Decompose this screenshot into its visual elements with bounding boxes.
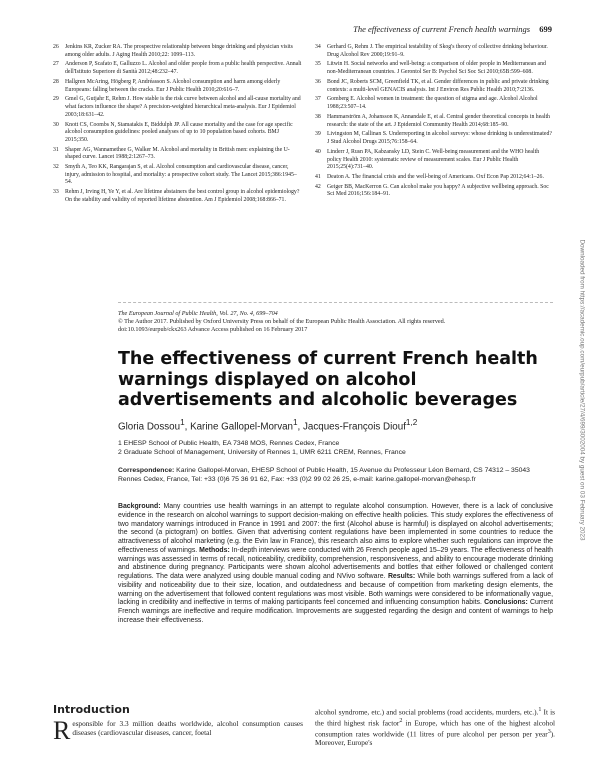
introduction-left-column [53, 716, 303, 745]
citation-marker: 3 [547, 728, 551, 735]
reference-number: 36 [315, 78, 321, 85]
reference-number: 32 [53, 164, 59, 171]
reference-text: Gomberg E. Alcohol women in treatment: the question of stigma and age. Alcohol Alcohol 1988;23:507–14. [327, 96, 538, 111]
introduction-right-column [315, 706, 555, 748]
introduction-text: alcohol syndrome, etc.) and social problems (road accidents, murders, etc.). [315, 707, 539, 717]
reference-item [53, 189, 303, 204]
introduction-text: in Europe, which has one of the highest alcohol consumption rates worldwide (11 litres of pure alcohol per person per year [315, 718, 556, 739]
section-heading-introduction: Introduction [53, 703, 130, 716]
reference-text: Anderson P, Scafato E, Galluzzo L. Alcohol and older people from a public health perspective. Annali dell'Istituto Superiore di Sanità 2012;48:232–47. [65, 61, 302, 76]
reference-text: Gerhard G, Rehm J. The empirical testability of Skog's theory of collective drinking behaviour. Drug Alcohol Rev 2000;19:91–9. [327, 44, 548, 58]
running-header [0, 24, 600, 36]
author-affil-marker: 1,2 [405, 418, 418, 427]
abstract-results: While both warnings suffered from a lack of visibility and noticeability due to their size, location, and outdatedness and because of competition from marketing design elements, the warning on the advertisement that followed content regulations was most visible. Both warnings were considered to be informationally vague, lacking in credibility and ineffective in terms of making participants feel concerned and influencing consumption habits. [118, 573, 553, 607]
reference-number: 37 [315, 96, 321, 103]
reference-text: Smyth A, Teo KK, Rangarajan S, et al. Alcohol consumption and cardiovascular disease, cancer, injury, admission to hospital, and mortality: a prospective cohort study. The Lancet 2015;386:1945–54. [65, 164, 297, 186]
reference-item [53, 122, 303, 145]
reference-item [53, 79, 303, 94]
reference-item [315, 149, 553, 172]
abstract [118, 503, 553, 626]
reference-text: Knott CS, Coombs N, Stamatakis E, Biddulph JP. All cause mortality and the case for age specific alcohol consumption guidelines: pooled analyses of up to 10 population based cohorts. BMJ 2015;350. [65, 121, 293, 143]
page-number: 699 [539, 24, 552, 34]
author-list: Gloria Dossou$^1$, Karine Gallopel-Morvan$^1$, Jacques-François Diouf$^{1,2}$ [118, 418, 418, 433]
abstract-results-label: Results: [387, 573, 416, 580]
doi-line: doi:10.1093/eurpub/ckx263 Advance Access published on 16 February 2017 [118, 326, 308, 333]
correspondence-label: Correspondence: [118, 467, 175, 474]
author-name: Gloria Dossou [118, 421, 181, 433]
affiliation-1: 1 EHESP School of Public Health, EA 7348 MOS, Rennes Cedex, France [118, 440, 340, 447]
reference-text: Litwin H. Social networks and well-being: a comparison of older people in Mediterranean and non-Mediterranean countries. J Gerontol Ser B: Psychol Sci Soc Sci 2010;65B:599–608. [327, 61, 546, 76]
author-name: Karine Gallopel-Morvan [190, 421, 293, 433]
reference-text: Geiger BB, MacKerron G. Can alcohol make you happy? A subjective wellbeing approach. Soc Sci Med 2016;156:184–91. [327, 183, 549, 198]
article-title: The effectiveness of current French health warnings displayed on alcohol advertisements and alcoholic beverages [118, 349, 538, 410]
copyright-line: © The Author 2017. Published by Oxford University Press on behalf of the European Public Health Association. All rights reserved. [118, 318, 446, 325]
reference-item [315, 184, 553, 199]
references-left-column [53, 44, 303, 207]
reference-text: Hallgren McAring, Högberg P, Andréasson S. Alcohol consumption and harm among elderly Europeans: falling between the cracks. Eur J Public Health 2010;20:616–7. [65, 78, 281, 93]
author-name: Jacques-François Diouf [303, 421, 406, 433]
section-divider [118, 302, 553, 303]
drop-cap: R [53, 716, 71, 745]
download-note: Downloaded from https://academic.oup.com/eurpub/article/27/4/699/3002004 by guest on 03 February 2023 [578, 239, 586, 541]
abstract-methods: In-depth interviews were conducted with 26 French people aged 15–29 years. The effectiveness of health warnings was assessed in terms of recall, noticeability, credibility, comprehension, responsiveness, and ability to encourage moderate drinking and abstinence during pregnancy. Participants were shown alcohol advertisements and bottles that either followed or challenged content regulations. The data were analyzed using double manual coding and NVivo software. [118, 546, 553, 580]
journal-info [118, 310, 553, 334]
abstract-background: Many countries use health warnings in an attempt to regulate alcohol consumption. However, there is a lack of conclusive evidence in the research on alcohol warnings to support decision-making on effective health policies. This study explores the effectiveness of two mandatory warnings introduced in France in 1991 and 2007: the first (Alcohol abuse is harmful) is displayed on alcohol advertisements; the second (a pictogram) on bottles. Given that advertising content regulations have been implemented in some countries to reduce the attractiveness of alcohol marketing (e.g. the Evin law in France), this research also aims to explore whether such regulations can improve the effectiveness of warnings. [118, 503, 553, 554]
affiliation-2: 2 Graduate School of Management, University of Rennes 1, UMR 6211 CREM, Rennes, France [118, 449, 406, 456]
reference-number: 27 [53, 61, 59, 68]
reference-number: 26 [53, 44, 59, 50]
reference-number: 42 [315, 183, 321, 190]
reference-number: 34 [315, 44, 321, 50]
reference-item [315, 44, 553, 59]
reference-item [53, 96, 303, 119]
running-title: The effectiveness of current French health warnings [353, 24, 530, 34]
reference-item [315, 174, 553, 182]
download-watermark [578, 180, 586, 600]
reference-item [315, 114, 553, 129]
introduction-text: esponsible for 3.3 million deaths worldwide, alcohol consumption causes diseases (cardiovascular diseases, cancer, foetal [72, 719, 303, 738]
correspondence [118, 467, 548, 484]
reference-item [53, 44, 303, 59]
reference-item [315, 96, 553, 111]
reference-text: Jenkins KR, Zucker RA. The prospective relationship between binge drinking and physician visits among older adults. J Aging Health 2010;22: 1099–113. [65, 44, 293, 58]
correspondence-text: Karine Gallopel-Morvan, EHESP School of Public Health, 15 Avenue du Professeur Léon Bernard, CS 74312 – 35043 Rennes Cedex, France, Tel: +33 (0)6 75 36 91 62, Fax: +33 (0)2 99 02 26 25, e-mail: karine.gallopel-morvan@ehesp.fr [118, 467, 530, 483]
references-right-column [315, 44, 553, 201]
reference-text: Rehm J, Irving H, Ye Y, et al. Are lifetime abstainers the best control group in alcohol epidemiology? On the stability and validity of reported lifetime abstention. Am J Epidemiol 2008;168:866–71. [65, 189, 300, 203]
abstract-methods-label: Methods: [199, 546, 230, 554]
journal-citation: The European Journal of Public Health, Vol. 27, No. 4, 699–704 [118, 310, 278, 317]
reference-item [53, 147, 303, 162]
reference-item [315, 61, 553, 76]
reference-text: Deaton A. The financial crisis and the well-being of Americans. Oxf Econ Pap 2012;64:1–26. [327, 173, 544, 180]
reference-item [53, 61, 303, 76]
abstract-conclusions-label: Conclusions: [484, 599, 528, 607]
citation-marker: 1 [538, 707, 542, 713]
reference-number: 35 [315, 61, 321, 68]
abstract-conclusions: Current French warnings are ineffective and require modification. Improvements are suggested regarding the design and content of warnings to help increase their effectiveness. [118, 599, 553, 624]
reference-number: 29 [53, 96, 59, 103]
reference-text: Shaper AG, Wannamethee G, Walker M. Alcohol and mortality in British men: explaining the U-shaped curve. Lancet 1988;2:1267–73. [65, 146, 290, 161]
author-affil-marker: 1 [180, 418, 185, 427]
reference-number: 31 [53, 146, 59, 153]
reference-text: Linderr J, Rusn PA, Kabzansky LD, Stein C. Well-being measurement and the WHO health policy Health 2010: systematic review of measurement scales. Eur J Public Health 2015;25(4):731–40. [327, 148, 540, 171]
reference-text: Hammarström A, Johansson K, Annandale E, et al. Central gender theoretical concepts in health research: the state of the art. J Epidemiol Community Health 2014;68:185–90. [327, 113, 550, 128]
reference-number: 30 [53, 121, 59, 128]
reference-number: 41 [315, 173, 321, 180]
reference-item [315, 79, 553, 94]
reference-text: Gmel G, Gutjahr E, Rehm J. How stable is the risk curve between alcohol and all-cause mortality and what factors influence the shape? A precision-weighted hierarchical meta-analysis. Eur J Epidemiol 2003;18:631–42. [65, 96, 301, 118]
reference-item [315, 131, 553, 146]
reference-number: 38 [315, 113, 321, 120]
reference-item [53, 164, 303, 187]
abstract-background-label: Background: [118, 503, 161, 510]
reference-number: 33 [53, 189, 59, 196]
reference-text: Bond JC, Roberts SCM, Greenfield TK, et al. Gender differences in public and private drinking contexts: a multi-level GENACIS analysis. Int J Environ Res Public Health 2010;7:2136. [327, 78, 549, 93]
reference-number: 28 [53, 78, 59, 85]
reference-text: Livingston M, Callinan S. Underreporting in alcohol surveys: whose drinking is underestimated? J Stud Alcohol Drugs 2015;76:158–64. [327, 131, 552, 146]
introduction-text: It is the third highest risk factor [315, 707, 555, 728]
reference-number: 40 [315, 148, 321, 155]
reference-number: 39 [315, 131, 321, 138]
introduction-text: ). Moreover, Europe's [315, 729, 555, 748]
author-affil-marker: 1 [293, 418, 298, 427]
citation-marker: 2 [399, 717, 403, 724]
